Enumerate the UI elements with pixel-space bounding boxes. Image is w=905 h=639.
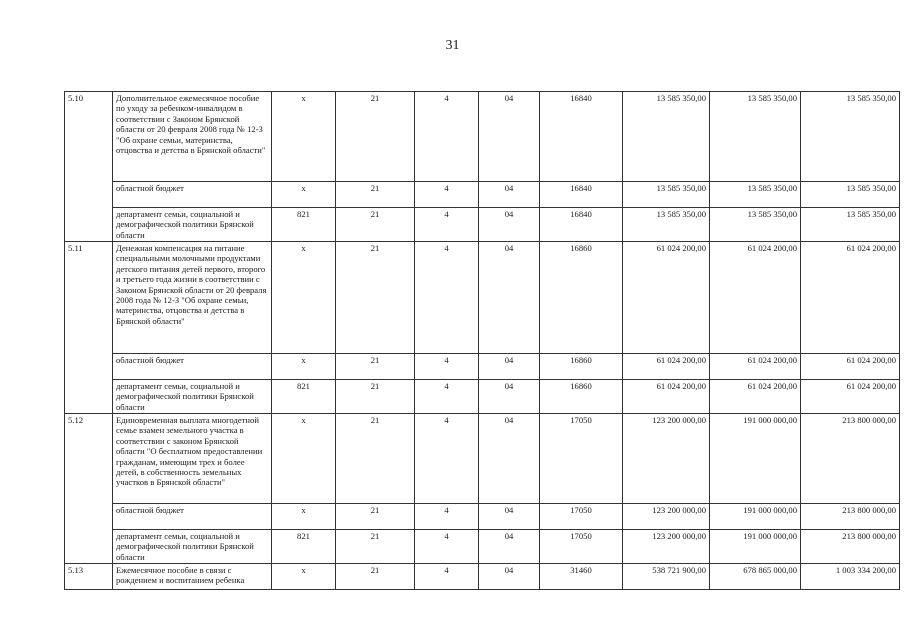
- table-row: [65, 182, 900, 208]
- code-cell: 16860: [540, 242, 623, 354]
- amount-year3-cell: 13 585 350,00: [801, 182, 900, 208]
- ks-cell: 04: [479, 242, 540, 354]
- grbs-cell: 821: [272, 380, 336, 414]
- amount-year2-cell: 61 024 200,00: [710, 242, 801, 354]
- table-row: [65, 564, 900, 590]
- row-name: Дополнительное ежемесячное пособие по уходу за ребенком-инвалидом в соответствии с Законом Брянской области от 20 февраля 2008 года № 12-З "Об охране семьи, материнства, отцовства и детства в Брянской области": [113, 92, 272, 182]
- amount-year3-cell: 61 024 200,00: [801, 242, 900, 354]
- code-cell: 16840: [540, 208, 623, 242]
- grbs-cell: x: [272, 92, 336, 182]
- prz-cell: 4: [415, 530, 479, 564]
- amount-year1-cell: 13 585 350,00: [623, 208, 710, 242]
- row-name: Ежемесячное пособие в связи с рождением и воспитанием ребенка: [113, 564, 272, 590]
- row-number: [65, 182, 113, 208]
- rz-cell: 21: [336, 564, 415, 590]
- rz-cell: 21: [336, 530, 415, 564]
- row-number: 5.10: [65, 92, 113, 182]
- ks-cell: 04: [479, 380, 540, 414]
- rz-cell: 21: [336, 380, 415, 414]
- code-cell: 31460: [540, 564, 623, 590]
- rz-cell: 21: [336, 208, 415, 242]
- ks-cell: 04: [479, 182, 540, 208]
- amount-year2-cell: 61 024 200,00: [710, 354, 801, 380]
- amount-year2-cell: 191 000 000,00: [710, 504, 801, 530]
- row-name: департамент семьи, социальной и демографической политики Брянской области: [113, 208, 272, 242]
- grbs-cell: x: [272, 354, 336, 380]
- rz-cell: 21: [336, 414, 415, 504]
- amount-year1-cell: 61 024 200,00: [623, 242, 710, 354]
- amount-year3-cell: 13 585 350,00: [801, 208, 900, 242]
- code-cell: 17050: [540, 504, 623, 530]
- rz-cell: 21: [336, 354, 415, 380]
- code-cell: 17050: [540, 530, 623, 564]
- page-number: 31: [445, 38, 460, 53]
- grbs-cell: x: [272, 414, 336, 504]
- code-cell: 17050: [540, 414, 623, 504]
- amount-year2-cell: 191 000 000,00: [710, 414, 801, 504]
- table-row: [65, 354, 900, 380]
- grbs-cell: x: [272, 504, 336, 530]
- row-name: областной бюджет: [113, 504, 272, 530]
- grbs-cell: 821: [272, 208, 336, 242]
- rz-cell: 21: [336, 504, 415, 530]
- amount-year3-cell: 1 003 334 200,00: [801, 564, 900, 590]
- row-number: [65, 208, 113, 242]
- grbs-cell: x: [272, 182, 336, 208]
- row-number: [65, 380, 113, 414]
- table-row: [65, 530, 900, 564]
- ks-cell: 04: [479, 354, 540, 380]
- prz-cell: 4: [415, 354, 479, 380]
- prz-cell: 4: [415, 564, 479, 590]
- grbs-cell: x: [272, 242, 336, 354]
- amount-year2-cell: 678 865 000,00: [710, 564, 801, 590]
- prz-cell: 4: [415, 414, 479, 504]
- table-row: [65, 208, 900, 242]
- row-number: 5.13: [65, 564, 113, 590]
- grbs-cell: 821: [272, 530, 336, 564]
- row-name: областной бюджет: [113, 354, 272, 380]
- ks-cell: 04: [479, 504, 540, 530]
- table-row: [65, 242, 900, 354]
- amount-year2-cell: 13 585 350,00: [710, 182, 801, 208]
- ks-cell: 04: [479, 92, 540, 182]
- row-number: 5.11: [65, 242, 113, 354]
- amount-year1-cell: 123 200 000,00: [623, 530, 710, 564]
- amount-year1-cell: 61 024 200,00: [623, 380, 710, 414]
- amount-year3-cell: 13 585 350,00: [801, 92, 900, 182]
- table-row: [65, 414, 900, 504]
- amount-year1-cell: 123 200 000,00: [623, 414, 710, 504]
- row-name: Единовременная выплата многодетной семье взамен земельного участка в соответствии с законом Брянской области "О бесплатном предоставлении гражданам, имеющим трех и более детей, в собственность земельных участков в Брянской области": [113, 414, 272, 504]
- row-name: областной бюджет: [113, 182, 272, 208]
- prz-cell: 4: [415, 182, 479, 208]
- amount-year1-cell: 13 585 350,00: [623, 182, 710, 208]
- code-cell: 16840: [540, 92, 623, 182]
- amount-year3-cell: 213 800 000,00: [801, 504, 900, 530]
- code-cell: 16840: [540, 182, 623, 208]
- rz-cell: 21: [336, 242, 415, 354]
- code-cell: 16860: [540, 354, 623, 380]
- prz-cell: 4: [415, 380, 479, 414]
- prz-cell: 4: [415, 92, 479, 182]
- amount-year2-cell: 61 024 200,00: [710, 380, 801, 414]
- prz-cell: 4: [415, 504, 479, 530]
- amount-year2-cell: 13 585 350,00: [710, 208, 801, 242]
- amount-year3-cell: 61 024 200,00: [801, 354, 900, 380]
- prz-cell: 4: [415, 242, 479, 354]
- row-number: [65, 354, 113, 380]
- row-number: 5.12: [65, 414, 113, 504]
- prz-cell: 4: [415, 208, 479, 242]
- amount-year3-cell: 213 800 000,00: [801, 414, 900, 504]
- rz-cell: 21: [336, 92, 415, 182]
- row-name: департамент семьи, социальной и демографической политики Брянской области: [113, 380, 272, 414]
- ks-cell: 04: [479, 208, 540, 242]
- amount-year3-cell: 213 800 000,00: [801, 530, 900, 564]
- amount-year1-cell: 538 721 900,00: [623, 564, 710, 590]
- amount-year2-cell: 13 585 350,00: [710, 92, 801, 182]
- ks-cell: 04: [479, 564, 540, 590]
- row-name: Денежная компенсация на питание специальными молочными продуктами детского питания детей первого, второго и третьего года жизни в соответствии с Законом Брянской области от 20 февраля 2008 года № 12-З "Об охране семьи, материнства, отцовства и детства в Брянской области": [113, 242, 272, 354]
- amount-year2-cell: 191 000 000,00: [710, 530, 801, 564]
- table-row: [65, 92, 900, 182]
- row-name: департамент семьи, социальной и демографической политики Брянской области: [113, 530, 272, 564]
- row-number: [65, 504, 113, 530]
- table-row: [65, 504, 900, 530]
- amount-year3-cell: 61 024 200,00: [801, 380, 900, 414]
- row-number: [65, 530, 113, 564]
- table-row: [65, 380, 900, 414]
- ks-cell: 04: [479, 530, 540, 564]
- ks-cell: 04: [479, 414, 540, 504]
- budget-table: [64, 91, 900, 590]
- amount-year1-cell: 61 024 200,00: [623, 354, 710, 380]
- amount-year1-cell: 123 200 000,00: [623, 504, 710, 530]
- code-cell: 16860: [540, 380, 623, 414]
- grbs-cell: x: [272, 564, 336, 590]
- rz-cell: 21: [336, 182, 415, 208]
- amount-year1-cell: 13 585 350,00: [623, 92, 710, 182]
